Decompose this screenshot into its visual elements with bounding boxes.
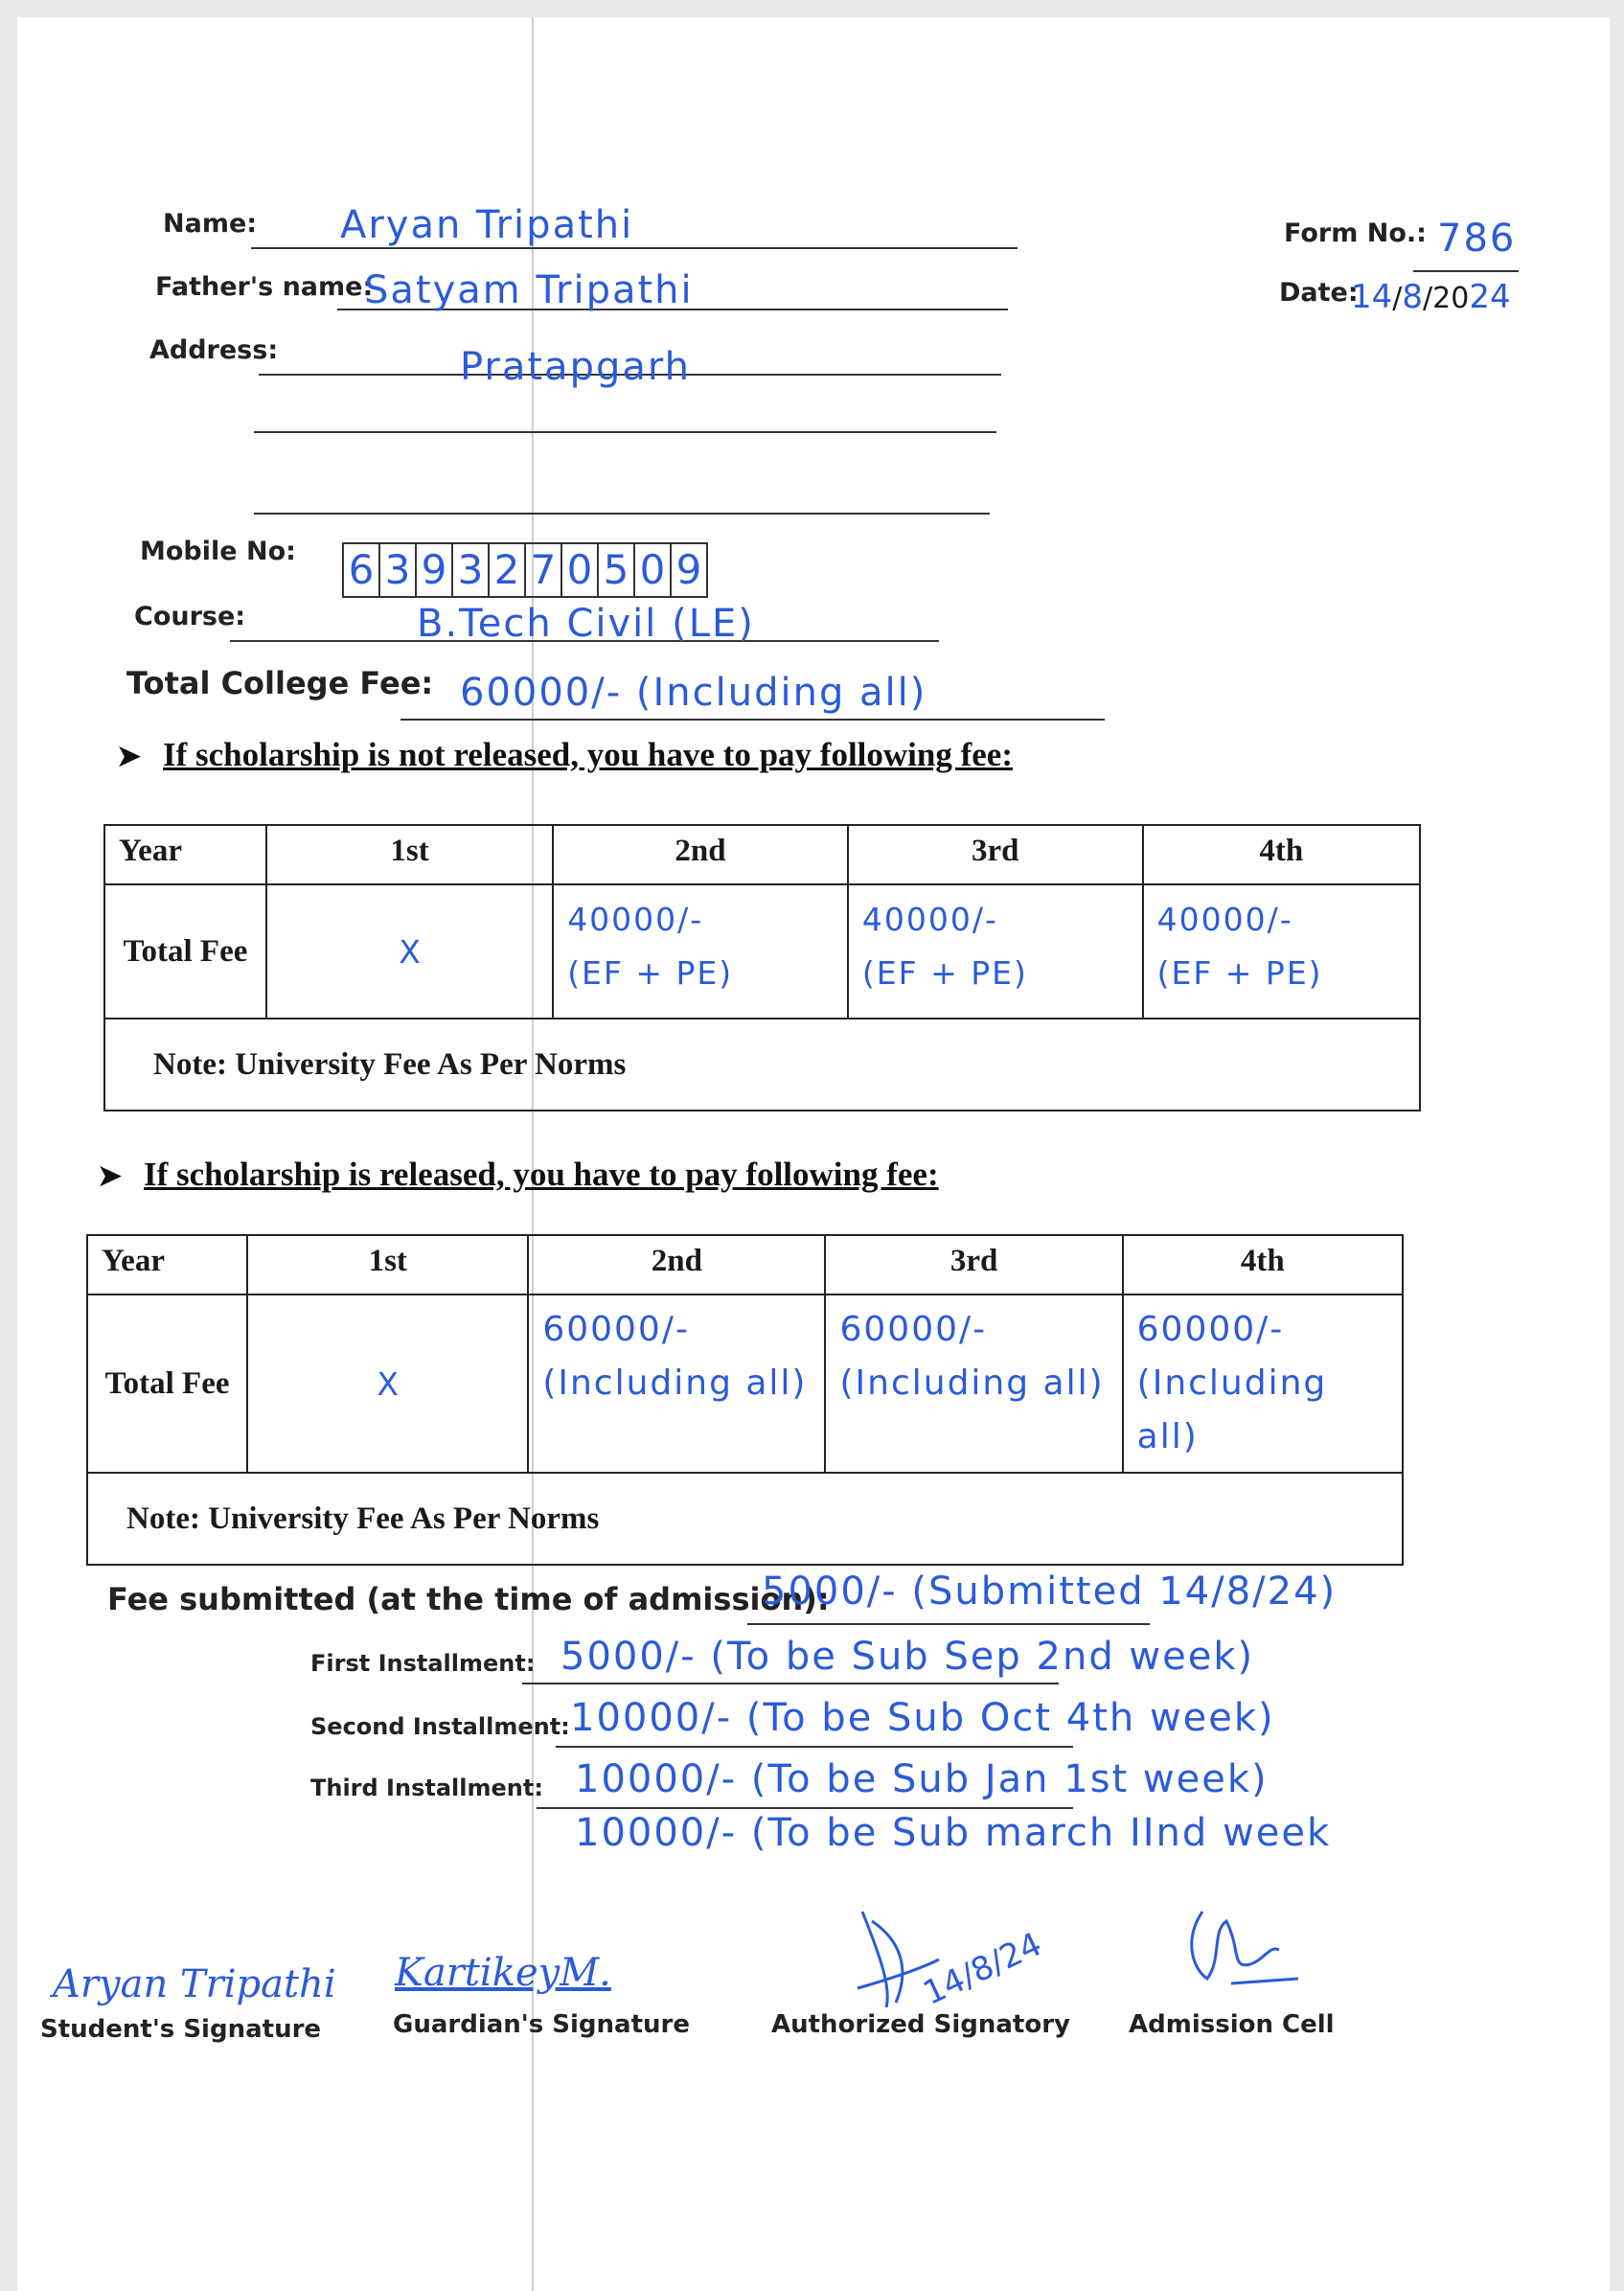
fee-note: (Including all) (542, 1363, 808, 1403)
fee-note: (EF + PE) (861, 954, 1028, 992)
form-no-line (1413, 270, 1519, 272)
name-value: Aryan Tripathi (340, 203, 634, 247)
first-installment-value: 5000/- (To be Sub Sep 2nd week) (560, 1635, 1255, 1679)
address-value: Pratapgarh (460, 345, 691, 389)
fee-note: (Including all) (1136, 1363, 1328, 1456)
fee-amount: 60000/- (1136, 1310, 1285, 1349)
year-2nd: 2nd (528, 1235, 825, 1294)
fee-amount: 40000/- (1156, 901, 1293, 938)
fee-submitted-label: Fee submitted (at the time of admission): (107, 1581, 830, 1617)
mobile-digit: 9 (417, 544, 453, 596)
name-label: Name: (163, 209, 258, 239)
second-installment-line (556, 1746, 1073, 1748)
mobile-digit: 9 (675, 546, 702, 593)
mobile-digit: 3 (453, 544, 490, 596)
year-4th: 4th (1143, 825, 1420, 884)
total-fee-row-label: Total Fee (104, 884, 266, 1019)
date-label: Date: (1279, 278, 1359, 308)
year-header: Year (87, 1235, 247, 1294)
fee-table-scholarship (86, 1234, 1404, 1566)
first-year-fee: X (247, 1294, 528, 1473)
second-installment-value: 10000/- (To be Sub Oct 4th week) (570, 1696, 1275, 1740)
year-3rd: 3rd (848, 825, 1143, 884)
mobile-digit: 0 (562, 544, 599, 596)
fee-cell (1123, 1294, 1403, 1473)
address-line-2 (254, 431, 996, 433)
fee-amount: 60000/- (839, 1310, 988, 1349)
first-year-fee: X (266, 884, 553, 1019)
fee-cell (1143, 884, 1420, 1019)
first-installment-label: First Installment: (310, 1650, 536, 1677)
date-field: 14/8/2024 (1351, 278, 1511, 316)
admission-cell-signature-mark (1174, 1902, 1308, 1998)
fourth-installment-value: 10000/- (To be Sub march IInd week (575, 1811, 1332, 1855)
section2-note: Note: University Fee As Per Norms (87, 1473, 1403, 1565)
third-installment-value: 10000/- (To be Sub Jan 1st week) (575, 1757, 1269, 1801)
year-2nd: 2nd (553, 825, 848, 884)
mobile-number-boxes (342, 542, 708, 598)
fee-note: (EF + PE) (1156, 954, 1323, 992)
date-year-prefix: 20 (1432, 282, 1470, 315)
year-3rd: 3rd (825, 1235, 1122, 1294)
third-installment-line (537, 1807, 1073, 1809)
mobile-digit: 7 (526, 544, 562, 596)
father-name-label: Father's name: (155, 272, 374, 302)
fee-table-no-scholarship (103, 824, 1421, 1111)
fee-cell (825, 1294, 1122, 1473)
mobile-digit: 0 (635, 544, 672, 596)
fee-cell (848, 884, 1143, 1019)
mobile-digit: 6 (344, 544, 380, 596)
authorized-signature-date: 14/8/24 (917, 1925, 1048, 2013)
total-fee-label: Total College Fee: (126, 665, 434, 701)
fee-amount: 60000/- (542, 1310, 690, 1349)
section1-heading: If scholarship is not released, you have to pay following fee: (163, 736, 1013, 773)
fee-amount: 40000/- (567, 901, 704, 938)
third-installment-label: Third Installment: (310, 1775, 543, 1801)
total-fee-value: 60000/- (Including all) (460, 671, 927, 715)
fee-note: (Including all) (839, 1363, 1105, 1403)
fee-amount: 40000/- (861, 901, 998, 938)
authorized-signatory-label: Authorized Signatory (771, 2010, 1070, 2039)
student-signature: Aryan Tripathi (53, 1962, 336, 2006)
address-label: Address: (149, 335, 279, 365)
date-day: 14 (1351, 278, 1393, 316)
fee-cell (553, 884, 848, 1019)
fee-submitted-line (747, 1623, 1150, 1625)
course-label: Course: (134, 602, 246, 631)
fee-note: (EF + PE) (567, 954, 734, 992)
guardian-signature: KartikeyM. (395, 1951, 611, 1995)
first-installment-line (522, 1683, 1059, 1684)
fee-submitted-value: 5000/- (Submitted 14/8/24) (762, 1569, 1338, 1614)
mobile-digit: 3 (380, 544, 417, 596)
arrow-bullet-icon: ➤ (117, 741, 142, 772)
form-no-value: 786 (1437, 217, 1517, 261)
arrow-bullet-icon: ➤ (98, 1160, 123, 1192)
year-1st: 1st (247, 1235, 528, 1294)
name-line (251, 247, 1018, 249)
year-1st: 1st (266, 825, 553, 884)
fee-cell (528, 1294, 825, 1473)
address-line-3 (254, 513, 990, 515)
form-no-label: Form No.: (1284, 218, 1427, 248)
mobile-digit: 2 (490, 544, 526, 596)
section2-heading: If scholarship is released, you have to pay following fee: (144, 1156, 939, 1193)
date-year: 24 (1469, 278, 1511, 316)
date-month: 8 (1402, 278, 1424, 316)
mobile-digit: 5 (599, 544, 635, 596)
total-fee-row-label: Total Fee (87, 1294, 247, 1473)
admission-cell-label: Admission Cell (1129, 2010, 1335, 2039)
mobile-label: Mobile No: (140, 537, 296, 566)
year-4th: 4th (1123, 1235, 1403, 1294)
total-fee-line (400, 719, 1105, 721)
section1-note: Note: University Fee As Per Norms (104, 1019, 1420, 1111)
year-header: Year (104, 825, 266, 884)
father-name-value: Satyam Tripathi (364, 268, 694, 312)
guardian-signature-label: Guardian's Signature (393, 2010, 690, 2039)
second-installment-label: Second Installment: (310, 1713, 570, 1740)
course-value: B.Tech Civil (LE) (417, 602, 755, 646)
student-signature-label: Student's Signature (40, 2015, 322, 2044)
